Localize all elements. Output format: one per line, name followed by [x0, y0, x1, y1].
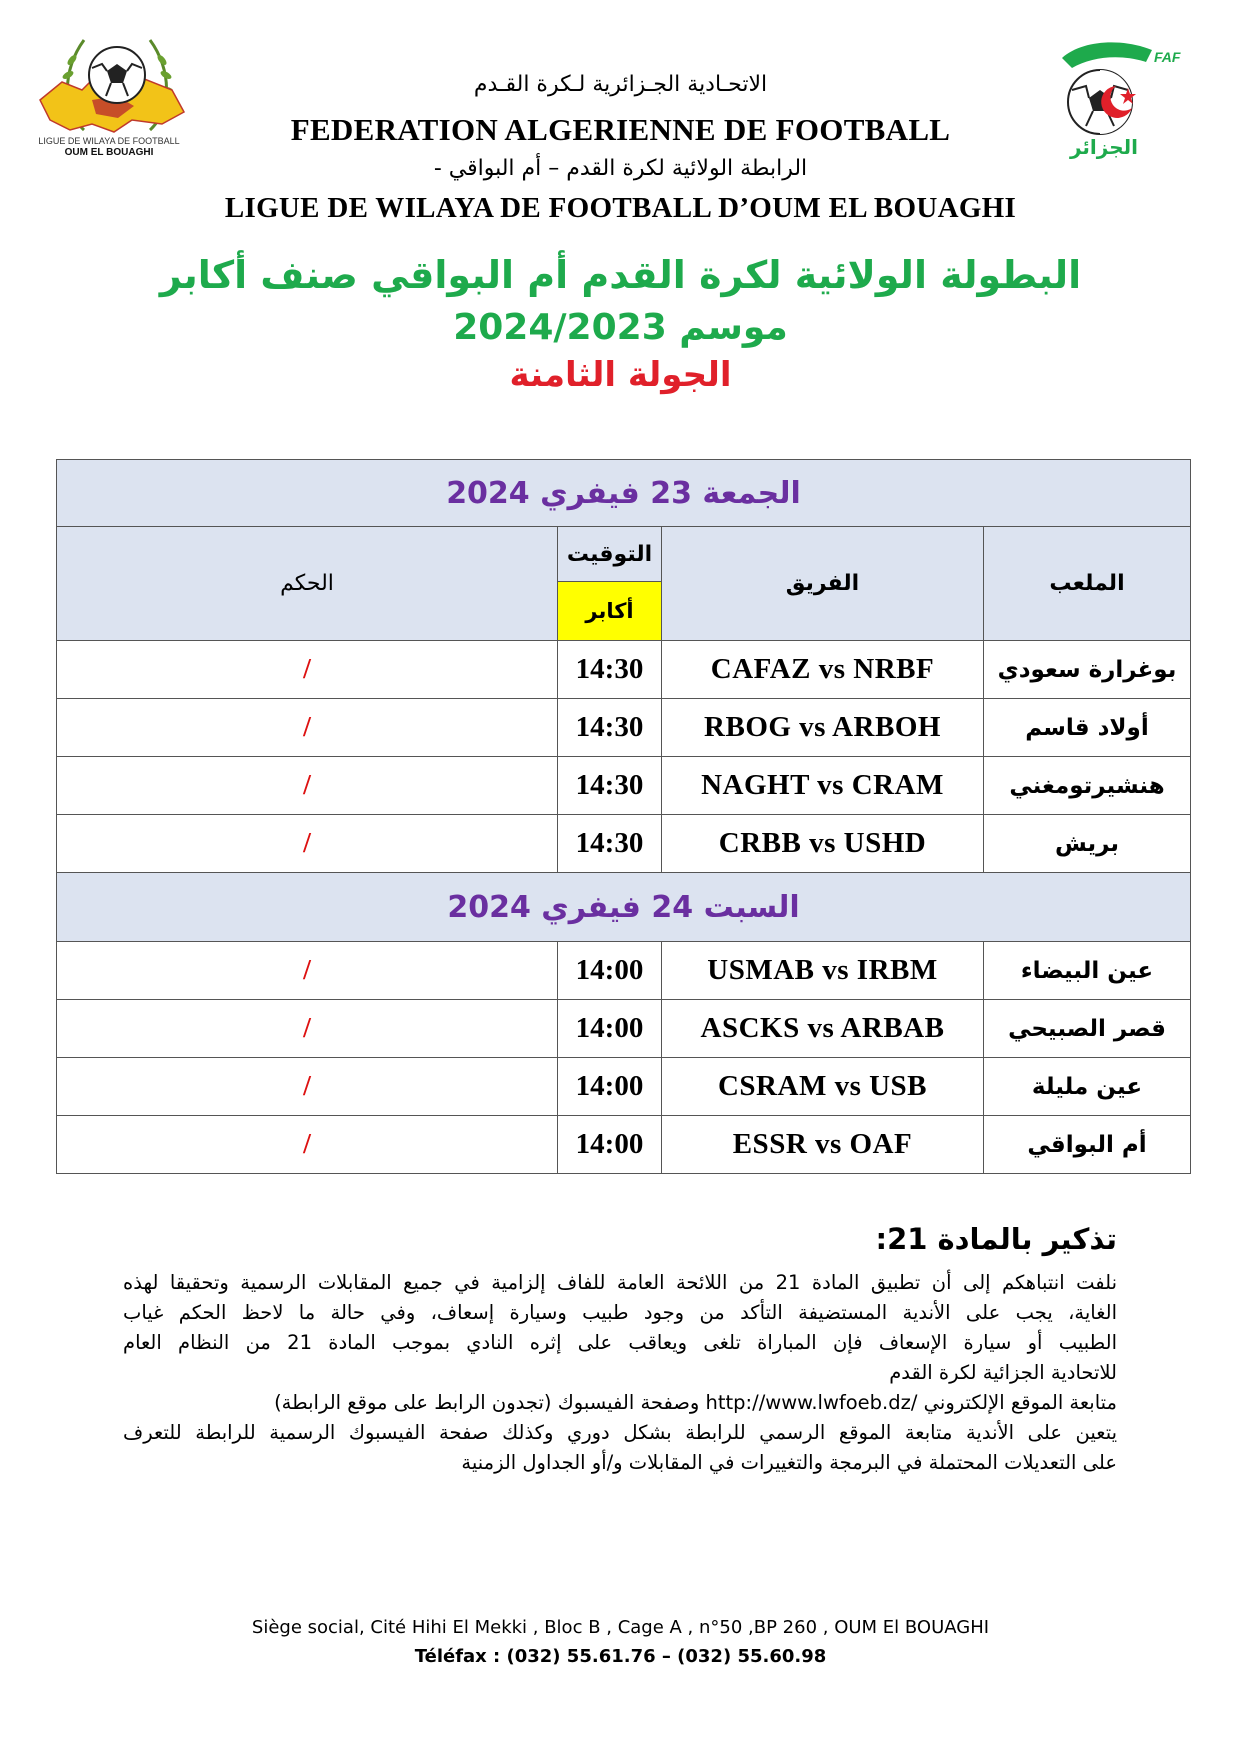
stadium-cell: بريش: [984, 815, 1191, 873]
svg-text:FAF: FAF: [1154, 49, 1181, 65]
referee-cell: /: [57, 1116, 558, 1174]
stadium-cell: بوغرارة سعودي: [984, 641, 1191, 699]
match-schedule-table: [56, 459, 1191, 1174]
category-seniors-cell: أكابر: [558, 582, 662, 641]
svg-text:LIGUE DE WILAYA DE FOOTBALL: LIGUE DE WILAYA DE FOOTBALL: [38, 136, 180, 146]
stadium-cell: أم البواقي: [984, 1116, 1191, 1174]
table-row: [57, 699, 1191, 757]
team-cell: ASCKS vs ARBAB: [662, 1000, 984, 1058]
time-cell: 14:00: [558, 1000, 662, 1058]
reminder-line: على التعديلات المحتملة في البرمجة والتغييرات في المقابلات و/أو الجداول الزمنية: [461, 1451, 1117, 1474]
time-cell: 14:00: [558, 942, 662, 1000]
table-row: [57, 1000, 1191, 1058]
reminder-line: الطبيب أو سيارة الإسعاف فإن المباراة تلغى ويعاقب على إثره النادي بموجب المادة 21 من النظام العام: [123, 1331, 1118, 1354]
time-cell: 14:30: [558, 815, 662, 873]
column-header-timing: التوقيت: [558, 527, 662, 582]
referee-cell: /: [57, 1000, 558, 1058]
table-row: [57, 1116, 1191, 1174]
time-cell: 14:30: [558, 757, 662, 815]
referee-cell: /: [57, 815, 558, 873]
table-row: [57, 1058, 1191, 1116]
day-header-friday: الجمعة 23 فيفري 2024: [57, 460, 1191, 527]
referee-cell: /: [57, 757, 558, 815]
stadium-cell: أولاد قاسم: [984, 699, 1191, 757]
table-row: [57, 757, 1191, 815]
table-row: [57, 942, 1191, 1000]
day-header-saturday: السبت 24 فيفري 2024: [57, 873, 1191, 942]
reminder-title: تذكير بالمادة 21:: [875, 1222, 1117, 1256]
team-cell: USMAB vs IRBM: [662, 942, 984, 1000]
referee-cell: /: [57, 1058, 558, 1116]
column-header-team: الفريق: [662, 527, 984, 641]
team-cell: CAFAZ vs NRBF: [662, 641, 984, 699]
referee-cell: /: [57, 942, 558, 1000]
footer-telefax: Téléfax : (032) 55.61.76 – (032) 55.60.98: [414, 1646, 827, 1667]
stadium-cell: هنشيرتومغني: [984, 757, 1191, 815]
team-cell: CSRAM vs USB: [662, 1058, 984, 1116]
team-cell: ESSR vs OAF: [662, 1116, 984, 1174]
table-row: [57, 815, 1191, 873]
time-cell: 14:30: [558, 699, 662, 757]
referee-cell: /: [57, 641, 558, 699]
federation-title-fr: FEDERATION ALGERIENNE DE FOOTBALL: [290, 112, 951, 147]
table-row: [57, 641, 1191, 699]
stadium-cell: عين البيضاء: [984, 942, 1191, 1000]
time-cell: 14:30: [558, 641, 662, 699]
column-header-stadium: الملعب: [984, 527, 1191, 641]
time-cell: 14:00: [558, 1116, 662, 1174]
team-cell: NAGHT vs CRAM: [662, 757, 984, 815]
svg-text:OUM EL BOUAGHI: OUM EL BOUAGHI: [64, 147, 154, 158]
footer-address: Siège social, Cité Hihi El Mekki , Bloc B , Cage A , n°50 ,BP 260 , OUM El BOUAGHI: [251, 1617, 990, 1638]
referee-cell: /: [57, 699, 558, 757]
federation-title-ar: الاتحـادية الجـزائرية لـكرة القـدم: [473, 72, 768, 97]
round-title: الجولة الثامنة: [509, 355, 732, 395]
championship-title: البطولة الولائية لكرة القدم أم البواقي صنف أكابر: [159, 253, 1082, 297]
team-cell: RBOG vs ARBOH: [662, 699, 984, 757]
svg-text:الجزائر: الجزائر: [1069, 135, 1139, 159]
reminder-line: للاتحادية الجزائية لكرة القدم: [889, 1361, 1117, 1384]
column-header-referee: الحكم: [57, 527, 558, 641]
reminder-line: يتعين على الأندية متابعة الموقع الرسمي للرابطة بشكل دوري وكذلك صفحة الفيسبوك الرسمية للرابطة للتعرف: [123, 1421, 1117, 1444]
season-title: موسم 2024/2023: [453, 307, 788, 348]
league-title-ar: الرابطة الولائية لكرة القدم – أم البواقي -: [433, 156, 808, 181]
reminder-line: نلفت انتباهكم إلى أن تطبيق المادة 21 من اللائحة العامة للفاف إلزامية في جميع المقابلات الرسمية وتحقيقا لهذه: [123, 1271, 1117, 1294]
stadium-cell: قصر الصبيحي: [984, 1000, 1191, 1058]
time-cell: 14:00: [558, 1058, 662, 1116]
reminder-line: الغاية، يجب على الأندية المستضيفة التأكد من وجود طبيب وسيارة إسعاف، وفي حالة ما لاحظ الحكم غياب: [123, 1301, 1117, 1324]
reminder-website-line: متابعة الموقع الإلكتروني /http://www.lwfoeb.dz وصفحة الفيسبوك (تجدون الرابط على موقع الرابطة): [274, 1391, 1117, 1414]
team-cell: CRBB vs USHD: [662, 815, 984, 873]
league-title-fr: LIGUE DE WILAYA DE FOOTBALL D’OUM EL BOUAGHI: [224, 192, 1017, 224]
stadium-cell: عين مليلة: [984, 1058, 1191, 1116]
